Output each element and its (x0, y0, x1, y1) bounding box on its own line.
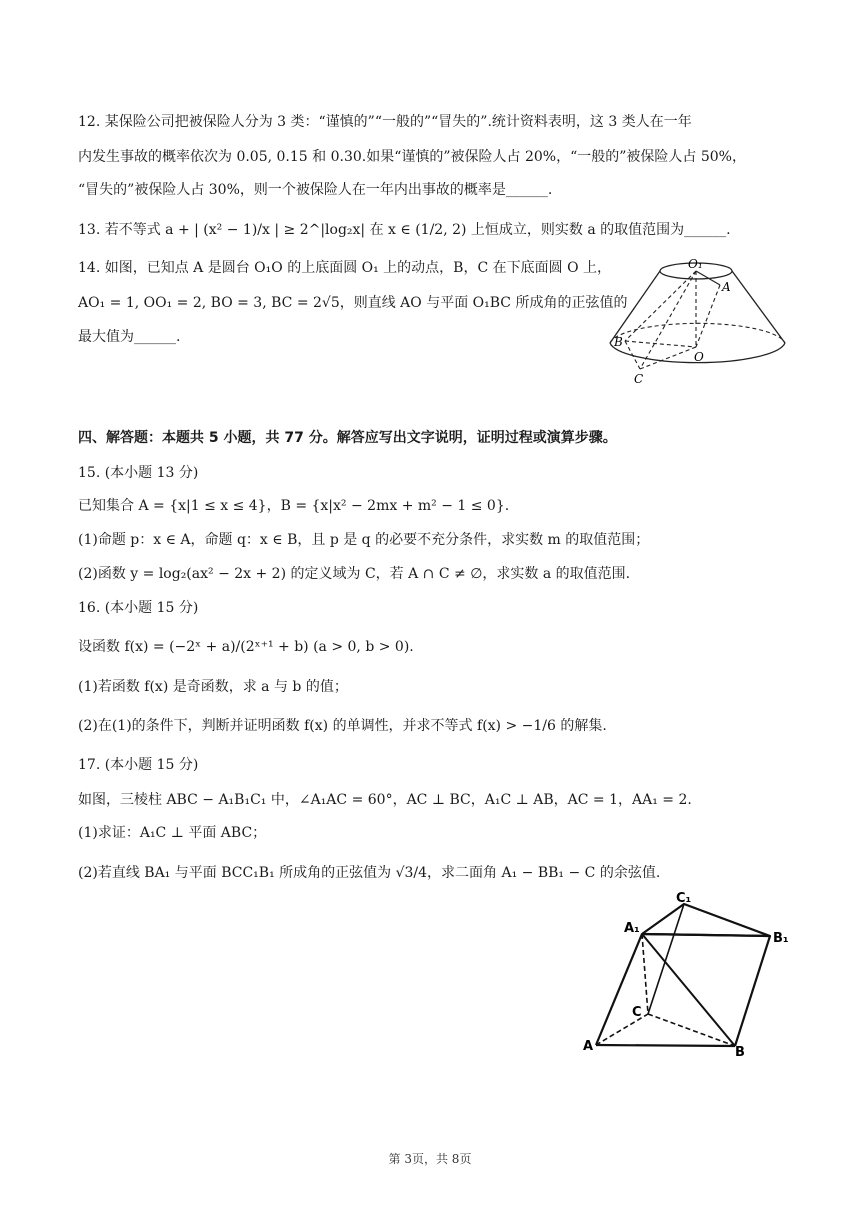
label-b: B (614, 335, 623, 349)
label-c: C (632, 1005, 642, 1020)
q12-line-1: 12. 某保险公司把被保险人分为 3 类：“谨慎的”“一般的”“冒失的”.统计资料表明，这 3 类人在一年 (78, 114, 692, 130)
label-c1: C₁ (676, 891, 692, 906)
q15-head: 15. (本小题 13 分) (78, 465, 199, 481)
label-o1: O₁ (688, 257, 703, 271)
section-4-heading: 四、解答题：本题共 5 小题，共 77 分。解答应写出文字说明，证明过程或演算步骤。 (78, 430, 617, 446)
q17-line-3: (2)若直线 BA₁ 与平面 BCC₁B₁ 所成角的正弦值为 √3/4，求二面角 A₁ − BB₁ − C 的余弦值. (78, 865, 661, 881)
q16-head: 16. (本小题 15 分) (78, 600, 199, 616)
q14-line-1: 14. 如图，已知点 A 是圆台 O₁O 的上底面圆 O₁ 上的动点，B，C 在下底面圆 O 上， (78, 260, 612, 276)
label-b1: B₁ (773, 931, 789, 946)
label-a: A (722, 280, 731, 294)
page-footer: 第 3页，共 8页 (388, 1152, 472, 1166)
q14-line-3: 最大值为______. (78, 329, 181, 345)
label-o: O (694, 350, 704, 364)
frustum-figure (600, 255, 800, 390)
prism-figure (580, 888, 800, 1068)
q16-line-3: (2)在(1)的条件下，判断并证明函数 f(x) 的单调性，并求不等式 f(x) > −1/6 的解集. (78, 718, 607, 734)
q12-line-3: “冒失的”被保险人占 30%，则一个被保险人在一年内出事故的概率是______. (78, 182, 553, 198)
q12-line-2: 内发生事故的概率依次为 0.05, 0.15 和 0.30.如果“谨慎的”被保险人占 20%，“一般的”被保险人占 50%， (78, 149, 746, 165)
q17-line-2: (1)求证：A₁C ⊥ 平面 ABC； (78, 825, 267, 841)
label-b: B (735, 1045, 745, 1060)
q15-line-1: 已知集合 A = {x|1 ≤ x ≤ 4}，B = {x|x² − 2mx + m² − 1 ≤ 0}. (78, 498, 510, 514)
q15-line-3: (2)函数 y = log₂(ax² − 2x + 2) 的定义域为 C，若 A ∩ C ≠ ∅，求实数 a 的取值范围. (78, 566, 631, 582)
q16-line-1: 设函数 f(x) = (−2ˣ + a)/(2ˣ⁺¹ + b) (a > 0, b > 0). (78, 639, 414, 655)
q16-line-2: (1)若函数 f(x) 是奇函数，求 a 与 b 的值； (78, 679, 348, 695)
label-a: A (583, 1039, 594, 1054)
q15-line-2: (1)命题 p：x ∈ A，命题 q：x ∈ B，且 p 是 q 的必要不充分条件，求实数 m 的取值范围； (78, 532, 650, 548)
label-c: C (634, 372, 644, 386)
q14-line-2: AO₁ = 1, OO₁ = 2, BO = 3, BC = 2√5，则直线 AO 与平面 O₁BC 所成角的正弦值的 (78, 295, 628, 311)
label-a1: A₁ (624, 921, 640, 936)
q17-head: 17. (本小题 15 分) (78, 757, 199, 773)
q13-line-1: 13. 若不等式 a + | (x² − 1)/x | ≥ 2^|log₂x| 在 x ∈ (1/2, 2) 上恒成立，则实数 a 的取值范围为______. (78, 222, 731, 238)
q17-line-1: 如图，三棱柱 ABC − A₁B₁C₁ 中，∠A₁AC = 60°，AC ⊥ BC，A₁C ⊥ AB，AC = 1，AA₁ = 2. (78, 792, 692, 808)
